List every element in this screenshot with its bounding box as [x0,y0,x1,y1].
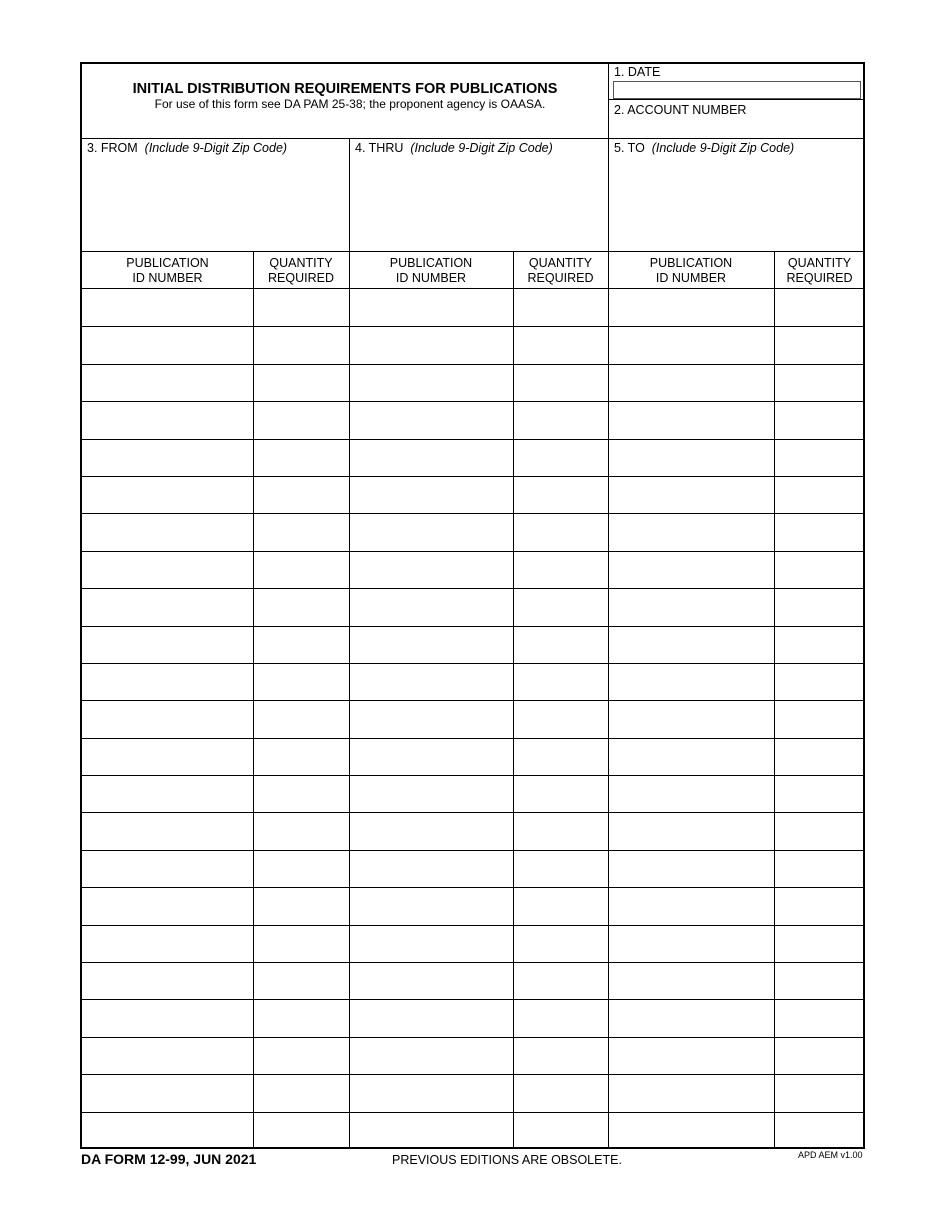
thru-hint: (Include 9-Digit Zip Code) [410,141,553,155]
quantity-cell[interactable] [514,963,608,999]
quantity-cell[interactable] [775,552,865,588]
table-row [82,962,865,999]
table-row [82,1112,865,1149]
publication-id-cell[interactable] [350,963,513,999]
publication-id-cell[interactable] [350,290,513,326]
quantity-cell[interactable] [775,402,865,438]
to-label-text: 5. TO [614,141,645,155]
quantity-cell[interactable] [254,1038,349,1074]
editions-note: PREVIOUS EDITIONS ARE OBSOLETE. [392,1153,622,1167]
publication-id-cell[interactable] [350,888,513,924]
publication-id-cell[interactable] [609,1113,774,1149]
publication-id-cell[interactable] [83,963,253,999]
column-header-line: QUANTITY [528,255,593,270]
quantity-cell[interactable] [514,514,608,550]
publication-id-cell[interactable] [350,739,513,775]
publication-id-cell[interactable] [609,514,774,550]
quantity-cell[interactable] [514,776,608,812]
quantity-cell[interactable] [775,851,865,887]
from-label [87,141,287,155]
publication-id-cell[interactable] [350,627,513,663]
publication-id-cell[interactable] [83,739,253,775]
table-row [82,626,865,663]
quantity-cell[interactable] [254,888,349,924]
publication-id-cell[interactable] [609,402,774,438]
column-header-quantity-2 [513,253,608,289]
publication-id-cell[interactable] [609,888,774,924]
thru-address-field[interactable] [350,158,607,250]
publication-id-cell[interactable] [350,1038,513,1074]
column-header-line: REQUIRED [268,271,334,285]
form-title: INITIAL DISTRIBUTION REQUIREMENTS FOR PUBLICATIONS [132,81,558,97]
column-header-quantity-3 [774,253,865,289]
quantity-cell[interactable] [514,1000,608,1036]
column-header-line: ID NUMBER [132,271,203,285]
quantity-cell[interactable] [775,664,865,700]
quantity-cell[interactable] [254,813,349,849]
publication-id-cell[interactable] [350,327,513,363]
quantity-cell[interactable] [514,851,608,887]
table-row [82,476,865,513]
table-row [82,700,865,737]
publication-id-cell[interactable] [83,402,253,438]
quantity-cell[interactable] [775,627,865,663]
publication-id-cell[interactable] [83,477,253,513]
publication-id-cell[interactable] [609,776,774,812]
table-row [82,812,865,849]
to-label [614,141,794,155]
publication-id-cell[interactable] [83,776,253,812]
column-header-line: PUBLICATION [126,255,209,270]
publication-id-cell[interactable] [609,664,774,700]
quantity-cell[interactable] [254,477,349,513]
quantity-cell[interactable] [254,851,349,887]
publication-id-cell[interactable] [609,589,774,625]
table-row [82,513,865,550]
publication-id-cell[interactable] [609,327,774,363]
form-subtitle: For use of this form see DA PAM 25-38; the proponent agency is OAASA. [154,97,546,111]
table-row [82,1037,865,1074]
quantity-cell[interactable] [514,926,608,962]
column-header-line: QUANTITY [269,255,333,270]
quantity-cell[interactable] [514,440,608,476]
publication-id-cell[interactable] [609,1075,774,1111]
table-row [82,775,865,812]
publication-id-cell[interactable] [350,813,513,849]
date-divider [608,99,865,100]
table-row [82,738,865,775]
publication-id-cell[interactable] [83,365,253,401]
table-row [82,887,865,924]
to-hint: (Include 9-Digit Zip Code) [651,141,795,155]
table-row [82,663,865,700]
date-label: 1. DATE [614,65,661,79]
quantity-cell[interactable] [514,1113,608,1149]
publication-id-cell[interactable] [350,365,513,401]
quantity-cell[interactable] [514,589,608,625]
quantity-cell[interactable] [514,1038,608,1074]
quantity-cell[interactable] [514,402,608,438]
publication-id-cell[interactable] [350,440,513,476]
table-row [82,439,865,476]
column-header-line: PUBLICATION [649,255,733,270]
publication-id-cell[interactable] [350,1113,513,1149]
quantity-cell[interactable] [775,1038,865,1074]
publication-id-cell[interactable] [83,701,253,737]
quantity-cell[interactable] [514,888,608,924]
quantity-cell[interactable] [514,1075,608,1111]
column-header-line: PUBLICATION [389,255,473,270]
publication-id-cell[interactable] [609,813,774,849]
quantity-cell[interactable] [514,664,608,700]
quantity-cell[interactable] [775,926,865,962]
table-row [82,999,865,1036]
publication-id-cell[interactable] [83,627,253,663]
table-row [82,588,865,625]
quantity-cell[interactable] [775,365,865,401]
quantity-cell[interactable] [514,627,608,663]
quantity-cell[interactable] [254,739,349,775]
quantity-cell[interactable] [254,290,349,326]
quantity-cell[interactable] [514,327,608,363]
account-number-field[interactable] [609,119,865,137]
quantity-cell[interactable] [775,290,865,326]
column-header-publication-2 [349,253,513,289]
quantity-cell[interactable] [775,776,865,812]
publication-id-cell[interactable] [609,851,774,887]
quantity-cell[interactable] [775,701,865,737]
publication-id-cell[interactable] [350,552,513,588]
publication-id-cell[interactable] [609,477,774,513]
from-hint: (Include 9-Digit Zip Code) [144,141,288,155]
publication-id-cell[interactable] [83,290,253,326]
quantity-cell[interactable] [775,813,865,849]
publication-id-cell[interactable] [83,813,253,849]
header-bottom-line [82,138,865,139]
quantity-cell[interactable] [254,701,349,737]
quantity-cell[interactable] [254,514,349,550]
quantity-cell[interactable] [254,926,349,962]
table-row [82,364,865,401]
quantity-cell[interactable] [775,514,865,550]
publication-id-cell[interactable] [350,664,513,700]
to-address-field[interactable] [609,158,865,250]
table-row [82,551,865,588]
account-number-label: 2. ACCOUNT NUMBER [614,103,747,117]
publication-id-cell[interactable] [609,440,774,476]
quantity-cell[interactable] [254,776,349,812]
quantity-cell[interactable] [775,1075,865,1111]
quantity-cell[interactable] [775,888,865,924]
quantity-cell[interactable] [775,477,865,513]
quantity-cell[interactable] [775,589,865,625]
publication-id-cell[interactable] [609,290,774,326]
column-header-line: REQUIRED [527,271,594,285]
publication-id-cell[interactable] [350,851,513,887]
publication-id-cell[interactable] [350,1000,513,1036]
from-address-field[interactable] [83,158,348,250]
quantity-cell[interactable] [514,813,608,849]
quantity-cell[interactable] [254,664,349,700]
column-header-line: REQUIRED [786,271,853,285]
quantity-cell[interactable] [775,963,865,999]
publication-id-cell[interactable] [609,552,774,588]
quantity-cell[interactable] [254,1113,349,1149]
publication-id-cell[interactable] [83,664,253,700]
table-row [82,850,865,887]
quantity-cell[interactable] [254,627,349,663]
quantity-cell[interactable] [254,1000,349,1036]
table-row [82,1074,865,1111]
quantity-cell[interactable] [254,440,349,476]
column-header-publication-1 [82,253,253,289]
publication-id-cell[interactable] [350,514,513,550]
publication-id-cell[interactable] [350,1075,513,1111]
publication-id-cell[interactable] [609,1038,774,1074]
quantity-cell[interactable] [514,290,608,326]
publication-id-cell[interactable] [83,440,253,476]
quantity-cell[interactable] [254,1075,349,1111]
date-field[interactable] [613,81,861,99]
address-bottom-line [82,251,865,252]
publication-id-cell[interactable] [350,589,513,625]
publication-id-cell[interactable] [83,327,253,363]
column-header-quantity-1 [253,253,349,289]
quantity-cell[interactable] [775,739,865,775]
quantity-cell[interactable] [514,365,608,401]
column-header-line: ID NUMBER [395,271,467,285]
publication-id-cell[interactable] [83,514,253,550]
quantity-cell[interactable] [254,963,349,999]
publication-id-cell[interactable] [609,739,774,775]
quantity-cell[interactable] [775,1113,865,1149]
publication-id-cell[interactable] [609,1000,774,1036]
publication-id-cell[interactable] [350,926,513,962]
quantity-cell[interactable] [254,589,349,625]
form-number: DA FORM 12-99, JUN 2021 [81,1151,257,1167]
publication-id-cell[interactable] [83,851,253,887]
distribution-form [80,62,865,1149]
publication-id-cell[interactable] [350,701,513,737]
publication-id-cell[interactable] [350,402,513,438]
column-header-publication-3 [608,253,774,289]
quantity-cell[interactable] [254,402,349,438]
quantity-cell[interactable] [254,552,349,588]
column-header-line: QUANTITY [787,255,852,270]
publication-id-cell[interactable] [350,776,513,812]
publication-id-cell[interactable] [83,1038,253,1074]
table-row [82,326,865,363]
publication-id-cell[interactable] [83,1113,253,1149]
publication-id-cell[interactable] [83,552,253,588]
publication-id-cell[interactable] [609,365,774,401]
publication-id-cell[interactable] [609,926,774,962]
publication-id-cell[interactable] [83,1000,253,1036]
version-label: APD AEM v1.00 [798,1150,863,1160]
column-header-line: ID NUMBER [655,271,727,285]
thru-label-text: 4. THRU [355,141,404,155]
publication-id-cell[interactable] [83,888,253,924]
quantity-cell[interactable] [254,365,349,401]
table-row [82,401,865,438]
thru-label [355,141,553,155]
publication-id-cell[interactable] [83,589,253,625]
publication-id-cell[interactable] [350,477,513,513]
publication-id-cell[interactable] [83,1075,253,1111]
quantity-cell[interactable] [514,739,608,775]
table-row [82,925,865,962]
publication-id-cell[interactable] [83,926,253,962]
table-row [82,289,865,326]
quantity-cell[interactable] [514,701,608,737]
quantity-cell[interactable] [775,1000,865,1036]
quantity-cell[interactable] [775,327,865,363]
publication-id-cell[interactable] [609,701,774,737]
publication-id-cell[interactable] [609,627,774,663]
quantity-cell[interactable] [775,440,865,476]
quantity-cell[interactable] [254,327,349,363]
quantity-cell[interactable] [514,552,608,588]
publication-id-cell[interactable] [609,963,774,999]
quantity-cell[interactable] [514,477,608,513]
from-label-text: 3. FROM [87,141,138,155]
